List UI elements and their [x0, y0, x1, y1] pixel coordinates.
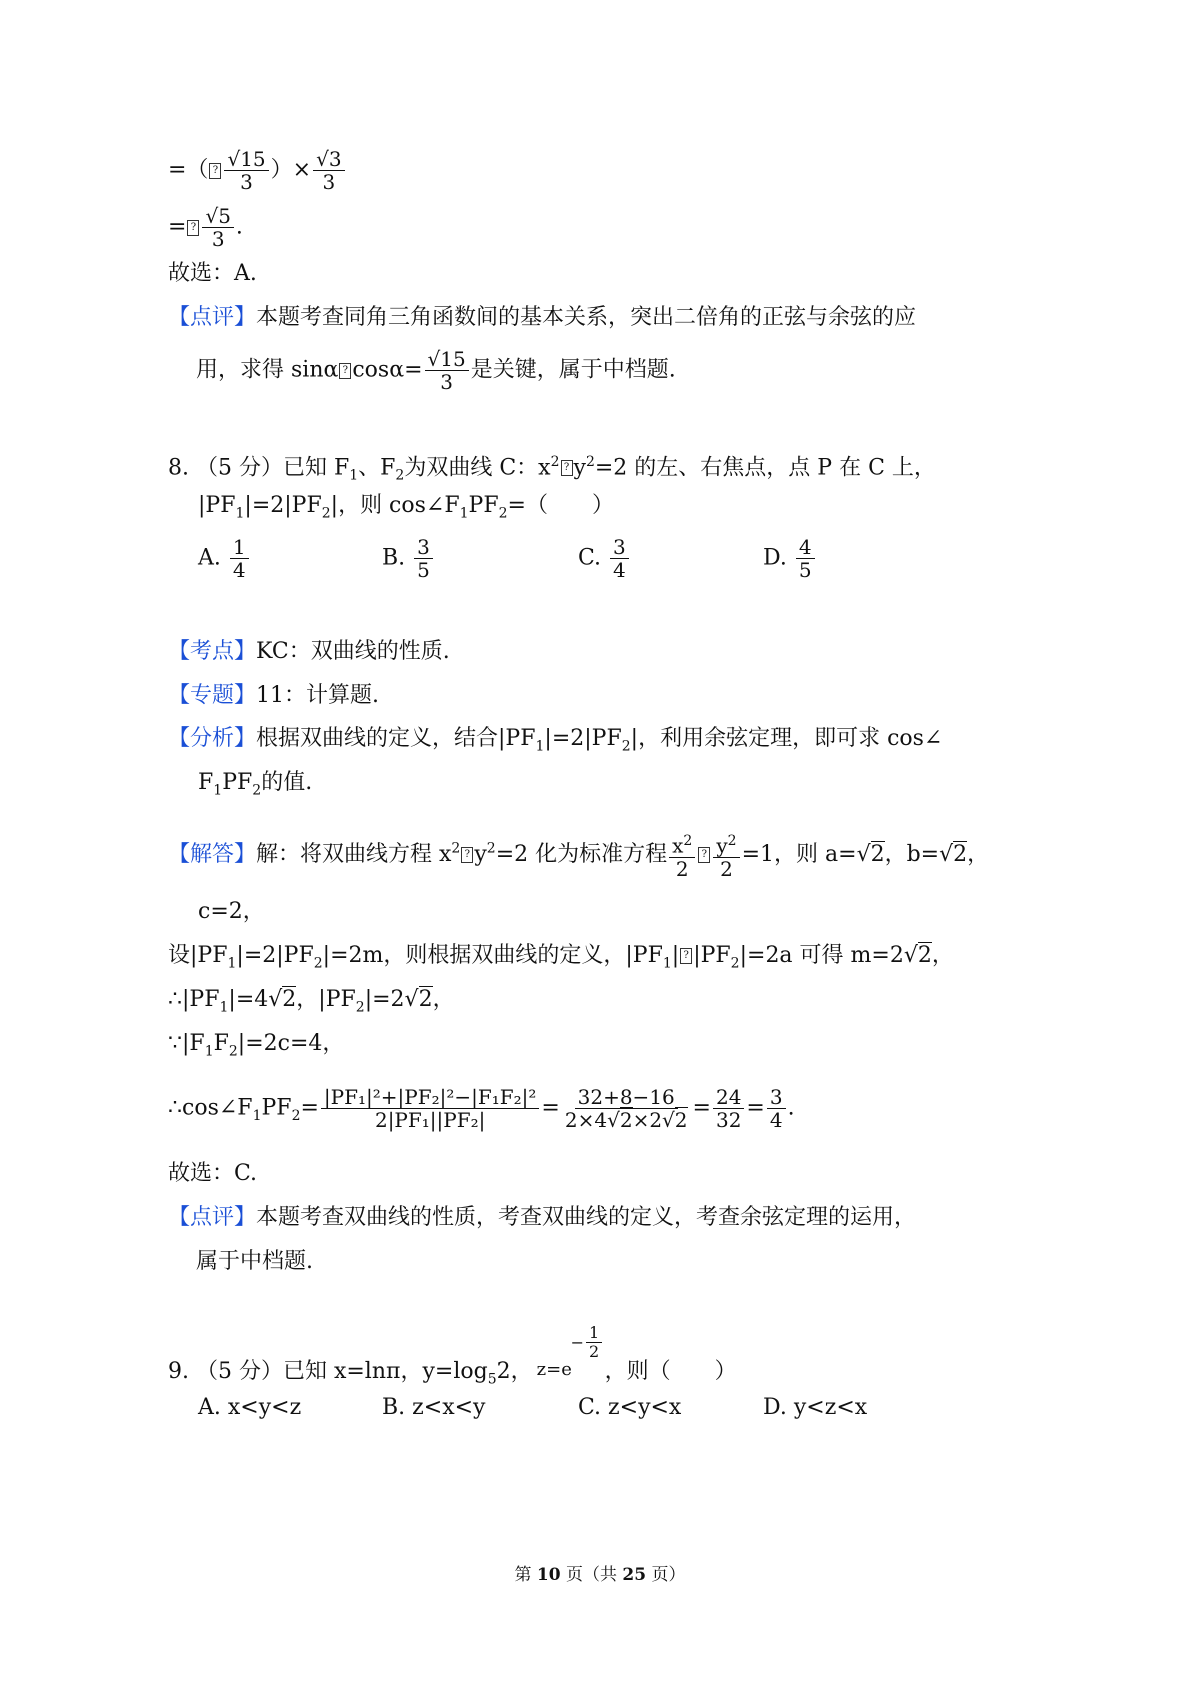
- fenxi-line-1: 【分析】根据双曲线的定义，结合$|PF_1|=2|PF_2|$，利用余弦定理，即可求 cos∠: [168, 726, 943, 755]
- missing-glyph-box: ?: [461, 847, 473, 863]
- jieda-line-3: 设$|PF_1|=2|PF_2|=2m$，则根据双曲线的定义，$|PF_1|$ ? $|PF_2|=2a$ 可得 m=2√2，: [168, 943, 954, 972]
- jieda-line-5: $\because|F_1F_2|=2c=4$，: [168, 1031, 345, 1060]
- option-b: B. z<x<y: [382, 1395, 486, 1420]
- review-7-line-2: 用，求得 sinα ? cosα= $\frac{√15}{3}$ 是关键，属于中档题.: [196, 347, 676, 394]
- z-expression: z=e − $\frac{1}{2}$: [533, 1346, 605, 1378]
- missing-glyph-box: ?: [561, 460, 573, 476]
- review-tag: 【点评】: [168, 305, 257, 330]
- option-d: D. $\frac{4}{5}$: [763, 536, 817, 581]
- answer-7: 故选：A.: [168, 261, 257, 286]
- kaodian-line: 【考点】KC：双曲线的性质.: [168, 639, 450, 664]
- fraction: $\frac{√3}{3}$: [313, 148, 344, 193]
- question-8-stem-1: 8. （5 分）已知 $F_1$、$F_2$为双曲线 C：$x^2$ ? $y^2=2$ 的左、右焦点，点 P 在 C 上，: [168, 454, 936, 484]
- jieda-cos-line: $\therefore\cos\angle F_1PF_2=$ $\frac{\text{|PF₁|²+|PF₂|²−|F₁F₂|²}}{\text{2|PF₁||PF₂|}}$ = $\frac{32+8-16}{2\times 4√2\times 2√2}$ = $\frac{24}{32}$ = $\frac{3}{4}$ .: [168, 1085, 795, 1132]
- question-8-stem-2: $|PF_1|=2|PF_2|$，则 $\cos\angle F_1PF_2=$（ ）: [198, 493, 614, 522]
- missing-glyph-box: ?: [187, 220, 199, 236]
- fenxi-line-2: $F_1PF_2$的值.: [198, 770, 313, 799]
- calc-line-1: =（ ? $\frac{√15}{3}$ ）× $\frac{√3}{3}$: [168, 148, 347, 193]
- jieda-line-1: 【解答】解：将双曲线方程 $x^2$ ? $y^2=2$ 化为标准方程 $\frac{x^2}{2}$ ? $\frac{y^2}{2}$ =1，则 a=√2，b=√2，: [168, 830, 989, 880]
- option-a: A. $\frac{1}{4}$: [198, 536, 251, 581]
- calc-line-2: = ? $\frac{√5}{3}$ .: [168, 204, 243, 251]
- question-9-stem: 9. （5 分）已知 x=lnπ，$y=\log_52$， z=e − $\frac{1}{2}$ ，则（ ）: [168, 1323, 737, 1388]
- fraction: $\frac{√15}{3}$: [224, 148, 268, 193]
- numeric-fraction: $\frac{32+8-16}{2\times 4√2\times 2√2}$: [564, 1085, 688, 1132]
- missing-glyph-box: ?: [339, 363, 351, 379]
- fraction: $\frac{√5}{3}$: [202, 205, 233, 250]
- fraction: $\frac{√15}{3}$: [425, 348, 469, 393]
- review-8-line-2: 属于中档题.: [196, 1249, 313, 1274]
- review-8-line-1: 【点评】本题考查双曲线的性质，考查双曲线的定义，考查余弦定理的运用，: [168, 1205, 917, 1230]
- missing-glyph-box: ?: [680, 948, 692, 964]
- option-c: C. $\frac{3}{4}$: [578, 536, 631, 581]
- answer-8: 故选：C.: [168, 1161, 258, 1186]
- review-7-line-1: 【点评】本题考查同角三角函数间的基本关系，突出二倍角的正弦与余弦的应: [168, 305, 917, 330]
- jieda-line-4: $\therefore|PF_1|=4√2$，$|PF_2|=2√2$，: [168, 987, 455, 1016]
- cosine-fraction: $\frac{\text{|PF₁|²+|PF₂|²−|F₁F₂|²}}{\text{2|PF₁||PF₂|}}$: [321, 1086, 540, 1131]
- jieda-line-c: c=2，: [198, 899, 265, 924]
- missing-glyph-box: ?: [209, 163, 221, 179]
- option-b: B. $\frac{3}{5}$: [382, 536, 435, 581]
- missing-glyph-box: ?: [698, 847, 710, 863]
- option-d: D. y<z<x: [763, 1395, 868, 1420]
- option-c: C. z<y<x: [578, 1395, 682, 1420]
- page-footer: 第 10 页（共 25 页）: [514, 1565, 686, 1585]
- zhuanti-line: 【专题】11：计算题.: [168, 683, 380, 708]
- option-a: A. x<y<z: [198, 1395, 302, 1420]
